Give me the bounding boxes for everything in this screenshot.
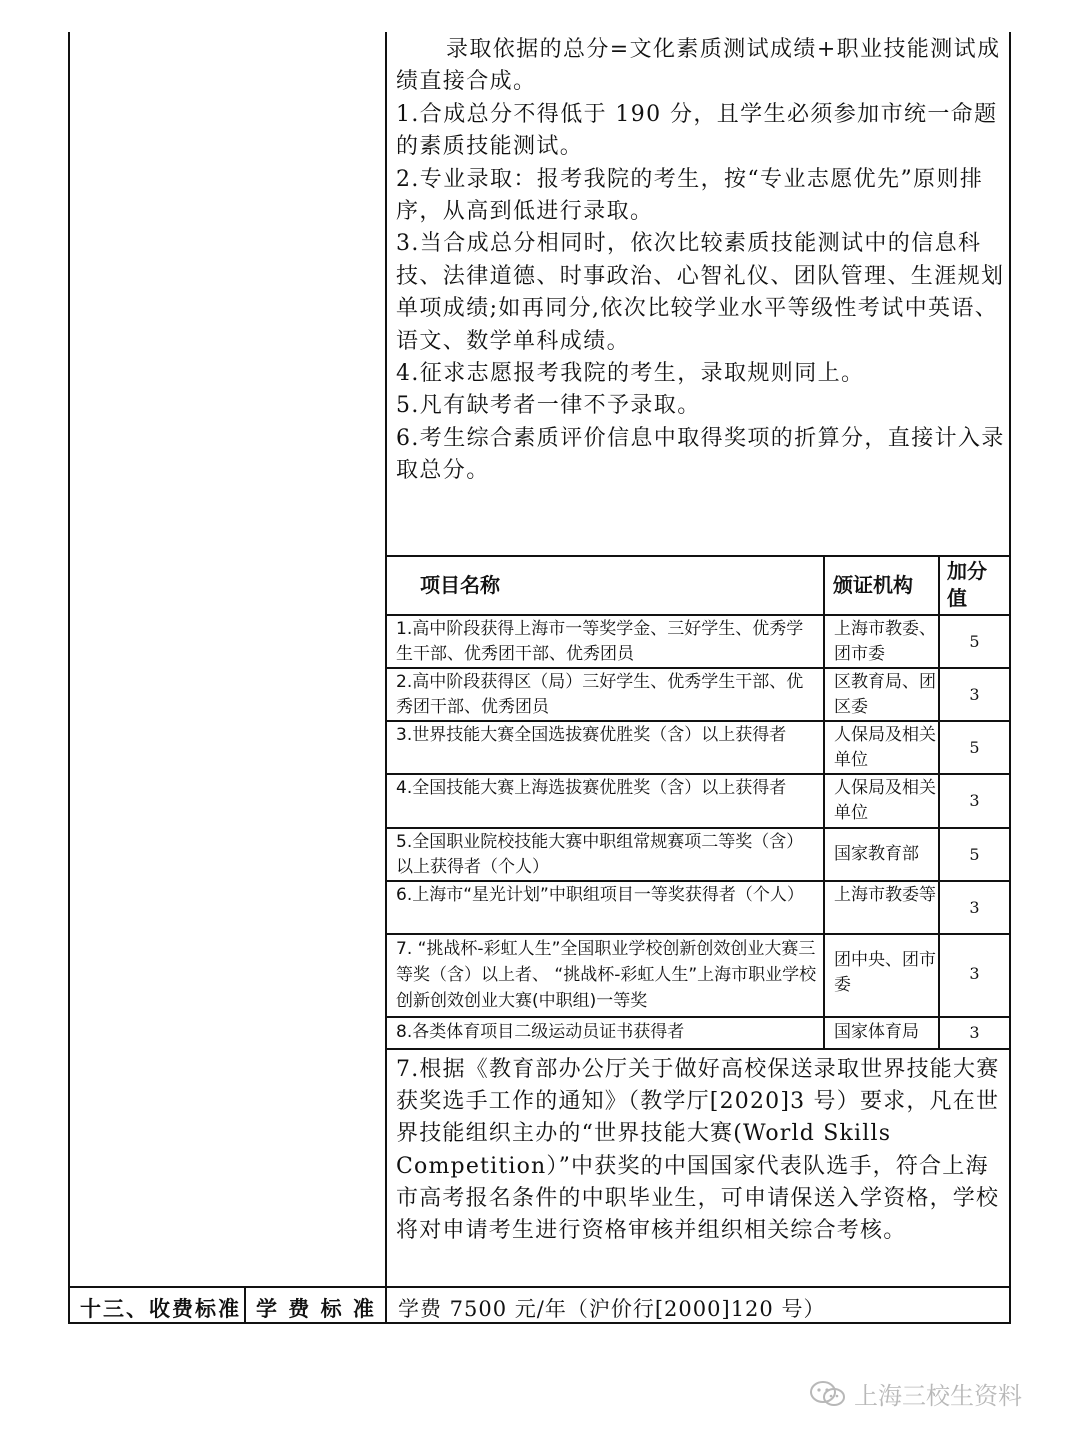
row-divider xyxy=(386,720,1011,722)
table-row-issuer: 人保局及相关单位 xyxy=(834,725,936,770)
table-row-score: 3 xyxy=(969,791,980,810)
wechat-icon xyxy=(808,1379,848,1409)
table-row-name: 1.高中阶段获得上海市一等奖学金、三好学生、优秀学生干部、优秀团干部、优秀团员 xyxy=(396,619,804,664)
rule-2: 2.专业录取：报考我院的考生，按“专业志愿优先”原则排序，从高到低进行录取。 xyxy=(396,166,984,225)
rule-6: 6.考生综合素质评价信息中取得奖项的折算分，直接计入录取总分。 xyxy=(396,425,1005,484)
admission-rules xyxy=(396,34,1008,488)
rule-5: 5.凡有缺考者一律不予录取。 xyxy=(396,393,701,419)
tuition-label: 学 费 标 准 xyxy=(256,1297,376,1321)
row-divider xyxy=(386,933,1011,935)
table-row-score: 3 xyxy=(969,964,980,983)
row-divider xyxy=(386,1016,1011,1018)
rule-total-score: 录取依据的总分=文化素质测试成绩+职业技能测试成绩直接合成。 xyxy=(396,37,1001,95)
rule-7: 7.根据《教育部办公厅关于做好高校保送录取世界技能大赛获奖选手工作的通知》（教学厅[2020]3 号）要求，凡在世界技能组织主办的“世界技能大赛(World Skills Competition）”中获奖的中国国家代表队选手，符合上海市高考报名条件的中职毕业生，可申请保送入学资格，学校将对申请考生进行资格审核并组织相关综合考核。 xyxy=(396,1057,1000,1244)
rule-3: 3.当合成总分相同时，依次比较素质技能测试中的信息科技、法律道德、时事政治、心智礼仪、团队管理、生涯规划单项成绩;如再同分,依次比较学业水平等级性考试中英语、语文、数学单科成绩。 xyxy=(396,231,1005,354)
table-row-issuer: 上海市教委、团市委 xyxy=(834,619,936,664)
table-row-name: 3.世界技能大赛全国选拔赛优胜奖（含）以上获得者 xyxy=(396,725,787,745)
rule-1: 1.合成总分不得低于 190 分，且学生必须参加市统一命题的素质技能测试。 xyxy=(396,101,998,160)
table-row-score: 3 xyxy=(969,685,980,704)
column-divider xyxy=(244,1286,246,1324)
table-row-issuer: 人保局及相关单位 xyxy=(834,778,936,823)
header-item-name: 项目名称 xyxy=(420,573,500,597)
header-issuer: 颁证机构 xyxy=(833,573,913,597)
table-row-score: 3 xyxy=(969,1023,980,1042)
row-divider xyxy=(68,1286,1011,1288)
row-divider xyxy=(386,1048,1011,1050)
row-divider xyxy=(386,827,1011,829)
table-row-name: 8.各类体育项目二级运动员证书获得者 xyxy=(396,1022,685,1042)
row-divider xyxy=(386,880,1011,882)
table-row-score: 3 xyxy=(969,898,980,917)
table-row-issuer: 国家教育部 xyxy=(834,844,919,864)
table-row-issuer: 上海市教委等 xyxy=(834,885,936,905)
table-row-name: 7. “挑战杯-彩虹人生”全国职业学校创新创效创业大赛三等奖（含）以上者、 “挑战杯-彩虹人生”上海市职业学校创新创效创业大赛(中职组)一等奖 xyxy=(396,939,817,1011)
column-divider xyxy=(385,32,387,1324)
table-row-issuer: 团中央、团市委 xyxy=(834,950,936,995)
table-row-name: 2.高中阶段获得区（局）三好学生、优秀学生干部、优秀团干部、优秀团员 xyxy=(396,672,804,717)
section-fee-standard: 十三、收费标准 xyxy=(80,1297,241,1321)
table-row-score: 5 xyxy=(969,632,980,651)
tuition-value: 学费 7500 元/年（沪价行[2000]120 号） xyxy=(398,1297,826,1321)
rule-4: 4.征求志愿报考我院的考生，录取规则同上。 xyxy=(396,361,865,387)
column-divider xyxy=(823,555,825,1048)
row-divider xyxy=(386,555,1011,557)
watermark-text: 上海三校生资料 xyxy=(854,1382,1022,1410)
header-score: 加分值 xyxy=(947,559,987,610)
table-row-issuer: 区教育局、团区委 xyxy=(834,672,936,717)
table-row-name: 6.上海市“星光计划”中职组项目一等奖获得者（个人） xyxy=(396,885,804,905)
row-divider xyxy=(386,667,1011,669)
table-row-issuer: 国家体育局 xyxy=(834,1022,919,1042)
table-row-name: 4.全国技能大赛上海选拔赛优胜奖（含）以上获得者 xyxy=(396,778,787,798)
row-divider xyxy=(386,773,1011,775)
watermark xyxy=(808,1376,1022,1411)
table-row-score: 5 xyxy=(969,845,980,864)
row-divider xyxy=(386,614,1011,616)
table-row-score: 5 xyxy=(969,738,980,757)
table-row-name: 5.全国职业院校技能大赛中职组常规赛项二等奖（含）以上获得者（个人） xyxy=(396,832,804,877)
